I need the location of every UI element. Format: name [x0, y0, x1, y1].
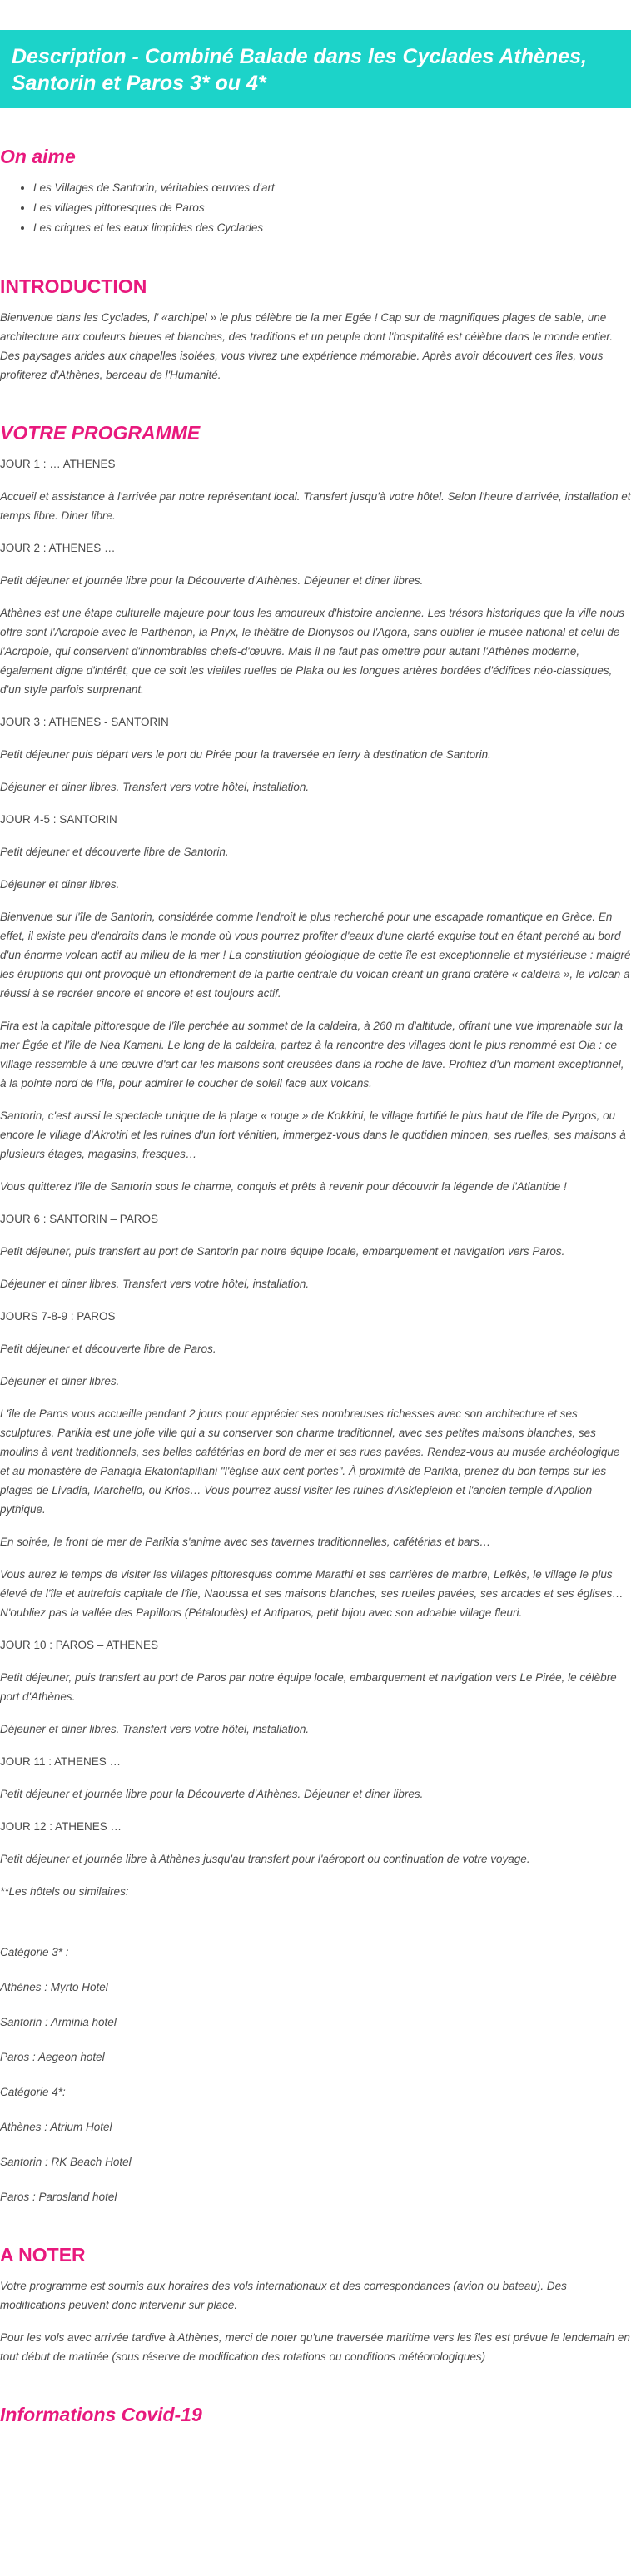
list-item: • Les criques et les eaux limpides des Cyclades: [33, 218, 631, 238]
likes-list: [33, 178, 631, 238]
programme-paragraph: Petit déjeuner et découverte libre de Paros.: [0, 1343, 216, 1355]
programme-paragraph: Vous quitterez l'île de Santorin sous le charme, conquis et prêts à revenir pour découvrir la légende de l'Atlantide !: [0, 1180, 567, 1193]
programme-heading: VOTRE PROGRAMME: [0, 422, 201, 444]
hotel-line: Athènes : Myrto Hotel: [0, 1981, 108, 1993]
hotel-line: Paros : Aegeon hotel: [0, 2051, 105, 2063]
programme-paragraph: Petit déjeuner et journée libre pour la Découverte d'Athènes. Déjeuner et diner libres.: [0, 574, 424, 587]
hotel-line: Santorin : RK Beach Hotel: [0, 2156, 132, 2168]
page-title: Description - Combiné Balade dans les Cyclades Athènes, Santorin et Paros 3* ou 4*: [12, 45, 587, 95]
day-heading: JOUR 6 : SANTORIN – PAROS: [0, 1213, 159, 1225]
programme-paragraph: Petit déjeuner et découverte libre de Santorin.: [0, 846, 229, 858]
programme-paragraph: Athènes est une étape culturelle majeure pour tous les amoureux d'histoire ancienne. Les trésors historiques que la ville nous offre sont l'Acropole avec le Parthénon, la Pnyx, le théâtre de Dionysos ou l'Agora, sans oublier le musée national et celui de l'Acropole, qui conservent d'innombrables chefs-d'œuvre. Mais il ne faut pas omettre pour autant l'Athènes moderne, également digne d'intérêt, que ce soit les vieilles ruelles de Plaka ou les longues artères bordées d'édifices néo-classiques, d'un style parfois surprenant.: [0, 607, 625, 696]
day-heading: JOUR 10 : PAROS – ATHENES: [0, 1639, 159, 1651]
programme-paragraph: Déjeuner et diner libres. Transfert vers votre hôtel, installation.: [0, 781, 310, 793]
day-heading: JOURS 7-8-9 : PAROS: [0, 1310, 116, 1323]
programme-paragraph: Petit déjeuner, puis transfert au port de Santorin par notre équipe locale, embarquement et navigation vers Paros.: [0, 1245, 565, 1258]
programme-paragraph: En soirée, le front de mer de Parikia s'anime avec ses tavernes traditionnelles, cafétérias et bars…: [0, 1536, 491, 1548]
programme-paragraph: Santorin, c'est aussi le spectacle unique de la plage « rouge » de Kokkini, le village fortifié le plus haut de l'île de Pyrgos, ou encore le village d'Akrotiri et les ruines d'un fort vénitien, immergez-vous dans le quotidien minoen, ses ruelles, ses maisons à plusieurs étages, magasins, fresques…: [0, 1109, 626, 1160]
note-paragraph: Pour les vols avec arrivée tardive à Athènes, merci de noter qu'une traversée maritime vers les îles est prévue le lendemain en tout début de matinée (sous réserve de modification des rotations ou conditions météorologiques): [0, 2331, 630, 2363]
day-heading: JOUR 2 : ATHENES …: [0, 542, 116, 554]
programme-paragraph: Déjeuner et diner libres.: [0, 1375, 120, 1387]
hotel-line: Athènes : Atrium Hotel: [0, 2121, 112, 2133]
day-heading: JOUR 1 : … ATHENES: [0, 458, 116, 470]
covid-heading: Informations Covid-19: [0, 2404, 202, 2425]
hotel-line: Paros : Parosland hotel: [0, 2191, 117, 2203]
content: [0, 145, 631, 2426]
hotel-line: Catégorie 3* :: [0, 1946, 69, 1958]
programme-body: [0, 454, 631, 1869]
programme-paragraph: Fira est la capitale pittoresque de l'île perchée au sommet de la caldeira, à 260 m d'altitude, offrant une vue imprenable sur la mer Égée et l'île de Nea Kameni. Le long de la caldeira, partez à la rencontre des villages dont le plus renommé est Oia : ce village ressemble à une œuvre d'art car les maisons sont creusées dans la roche de lave. Profitez d'un moment exceptionnel, à la pointe nord de l'île, pour admirer le coucher de soleil face aux volcans.: [0, 1020, 624, 1089]
programme-paragraph: L'île de Paros vous accueille pendant 2 jours pour apprécier ses nombreuses richesses avec son architecture et ses sculptures. Parikia est une jolie ville qui a su conserver son charme traditionnel, avec ses petites maisons blanches, ses moulins à vent traditionnels, ses belles cafétérias en bord de mer et ses rues pavées. Rendez-vous au musée archéologique et au monastère de Panagia Ekatontapiliani "l'église aux cent portes". À proximité de Parikia, prenez du bon temps sur les plages de Livadia, Marchello, ou Krios… Vous pourrez aussi visiter les ruines d'Asklepieion et l'ancien temple d'Apollon pythique.: [0, 1407, 620, 1516]
day-heading: JOUR 12 : ATHENES …: [0, 1820, 122, 1833]
hotels-section: [0, 1882, 631, 2206]
day-heading: JOUR 4-5 : SANTORIN: [0, 813, 117, 826]
list-item: • Les Villages de Santorin, véritables œuvres d'art: [33, 178, 631, 198]
hotels-list: [0, 1943, 631, 2206]
hotel-line: Santorin : Arminia hotel: [0, 2016, 117, 2028]
list-item: • Les villages pittoresques de Paros: [33, 198, 631, 218]
intro-heading: INTRODUCTION: [0, 275, 147, 297]
note-paragraph: Votre programme est soumis aux horaires des vols internationaux et des correspondances (avion ou bateau). Des modifications peuvent donc intervenir sur place.: [0, 2280, 567, 2311]
programme-paragraph: Déjeuner et diner libres. Transfert vers votre hôtel, installation.: [0, 1278, 310, 1290]
day-heading: JOUR 3 : ATHENES - SANTORIN: [0, 716, 169, 728]
hotels-intro: **Les hôtels ou similaires:: [0, 1885, 129, 1898]
programme-paragraph: Bienvenue sur l'île de Santorin, considérée comme l'endroit le plus recherché pour une escapade romantique en Grèce. En effet, il existe peu d'endroits dans le monde où vous pourrez profiter d'eaux d'une clarté exquise tout en étant perché au bord d'un énorme volcan actif au milieu de la mer ! La constitution géologique de cette île est exceptionnelle et mystérieuse : malgré les éruptions qui ont provoqué un effondrement de la partie centrale du volcan créant un grand cratère « caldeira », le volcan a réussi à se recréer encore et encore et est toujours actif.: [0, 911, 631, 1000]
likes-heading: On aime: [0, 146, 76, 167]
title-banner: [0, 30, 631, 108]
programme-paragraph: Petit déjeuner et journée libre à Athènes jusqu'au transfert pour l'aéroport ou continuation de votre voyage.: [0, 1853, 530, 1865]
programme-paragraph: Déjeuner et diner libres. Transfert vers votre hôtel, installation.: [0, 1723, 310, 1735]
programme-paragraph: Petit déjeuner puis départ vers le port du Pirée pour la traversée en ferry à destination de Santorin.: [0, 748, 491, 761]
programme-paragraph: Petit déjeuner, puis transfert au port de Paros par notre équipe locale, embarquement et navigation vers Le Pirée, le célèbre port d'Athènes.: [0, 1671, 617, 1703]
programme-paragraph: Accueil et assistance à l'arrivée par notre représentant local. Transfert jusqu'à votre hôtel. Selon l'heure d'arrivée, installation et temps libre. Diner libre.: [0, 490, 631, 522]
hotel-line: Catégorie 4*:: [0, 2086, 66, 2098]
programme-paragraph: Vous aurez le temps de visiter les villages pittoresques comme Marathi et ses carrières de marbre, Lefkès, le village le plus élevé de l'île et autrefois capitale de l'île, Naoussa et ses maisons blanches, ses ruelles pavées, ses arcades et ses églises… N'oubliez pas la vallée des Papillons (Pétaloudès) et Antiparos, petit bijou avec son adoable village fleuri.: [0, 1568, 624, 1619]
programme-paragraph: Petit déjeuner et journée libre pour la Découverte d'Athènes. Déjeuner et diner libres.: [0, 1788, 424, 1800]
note-heading: A NOTER: [0, 2244, 86, 2266]
programme-paragraph: Déjeuner et diner libres.: [0, 878, 120, 891]
day-heading: JOUR 11 : ATHENES …: [0, 1755, 122, 1768]
intro-text: Bienvenue dans les Cyclades, l' «archipel » le plus célèbre de la mer Egée ! Cap sur de magnifiques plages de sable, une architecture aux couleurs bleues et blanches, des traditions et un peuple dont l'hospitalité est célèbre dans le monde entier. Des paysages arides aux chapelles isolées, vous vivrez une expérience mémorable. Après avoir découvert ces îles, vous profiterez d'Athènes, berceau de l'Humanité.: [0, 311, 614, 381]
page: [0, 30, 631, 2469]
